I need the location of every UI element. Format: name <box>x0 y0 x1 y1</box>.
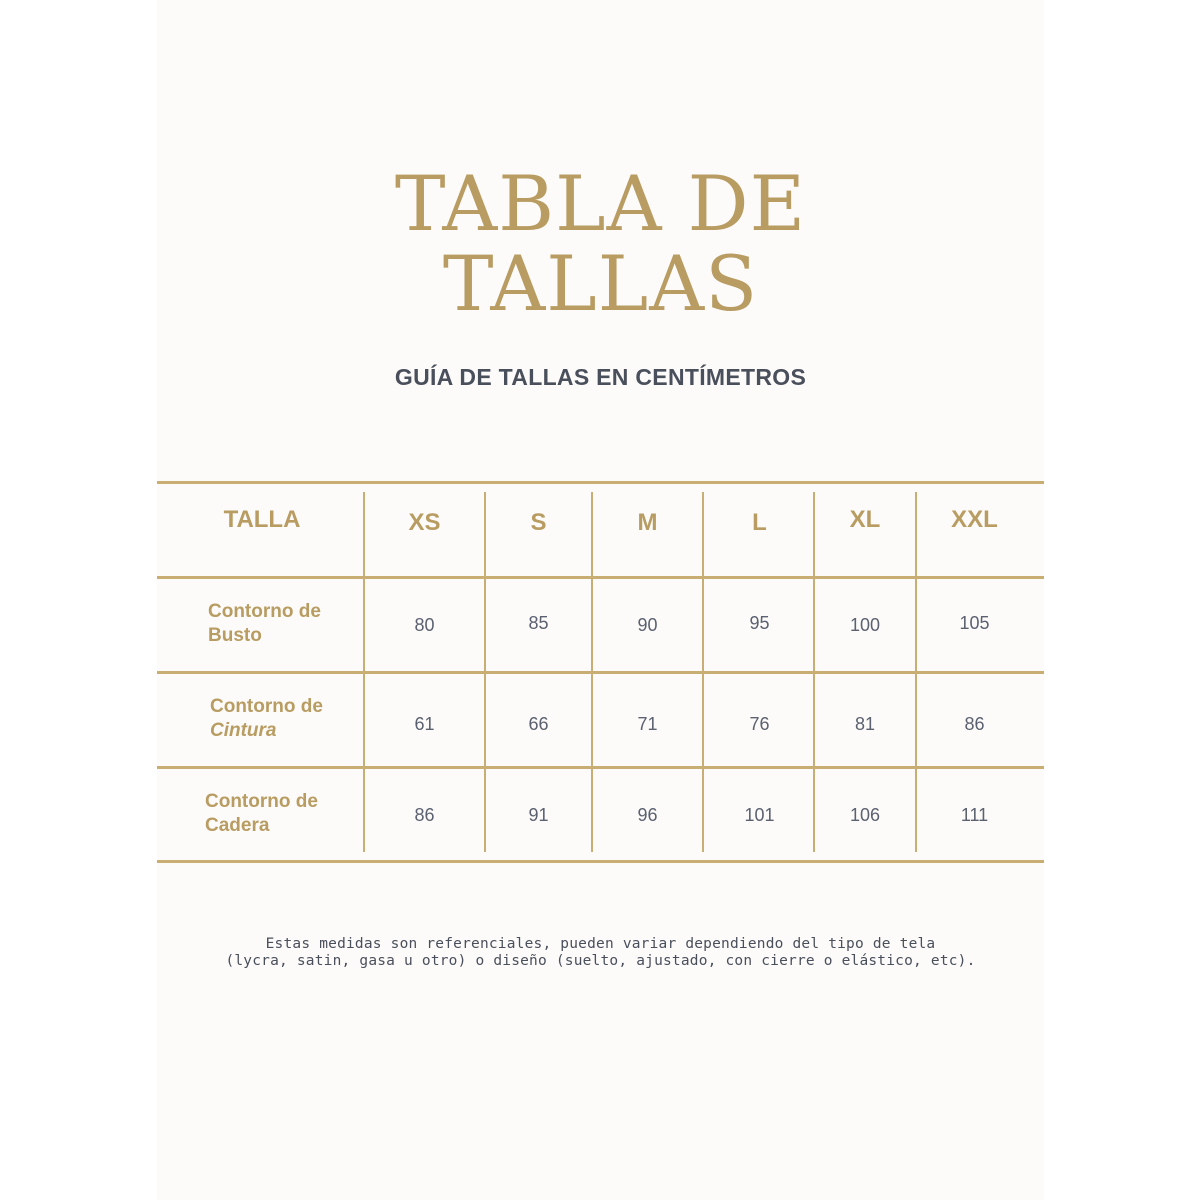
row-label-line-2: Busto <box>208 625 262 646</box>
table-col-divider <box>484 492 486 852</box>
header-xl: XL <box>849 506 881 533</box>
table-cell: 95 <box>749 613 770 633</box>
table-cell: 101 <box>744 805 775 825</box>
table-col-divider <box>702 492 704 852</box>
header-l: L <box>752 509 767 536</box>
table-rule-bottom <box>157 860 1044 863</box>
table-col-divider <box>813 492 815 852</box>
table-cell: 90 <box>637 615 658 635</box>
table-cell: 100 <box>849 615 881 635</box>
row-label-line-1: Contorno de <box>205 791 318 812</box>
table-cell: 71 <box>637 714 658 734</box>
table-cell: 96 <box>637 805 658 825</box>
table-rule-1 <box>157 576 1044 579</box>
header-xs: XS <box>408 509 441 536</box>
row-label-line-1: Contorno de <box>210 696 323 717</box>
table-col-divider <box>915 492 917 852</box>
footnote-line-2: (lycra, satin, gasa u otro) o diseño (suelto, ajustado, con cierre o elástico, etc). <box>225 953 976 969</box>
subtitle: GUÍA DE TALLAS EN CENTÍMETROS <box>394 364 807 390</box>
table-cell: 105 <box>959 613 990 633</box>
table-cell: 86 <box>964 714 985 734</box>
header-talla: TALLA <box>223 506 301 533</box>
row-label-cintura <box>210 695 323 743</box>
table-rule-top <box>157 481 1044 484</box>
table-cell: 80 <box>414 615 435 635</box>
footnote <box>157 936 1044 970</box>
row-label-line-2: Cintura <box>210 720 277 741</box>
title-line-1: TABLA DE <box>394 159 807 248</box>
header-xxl: XXL <box>951 506 998 533</box>
table-rule-3 <box>157 766 1044 769</box>
header-s: S <box>530 509 547 536</box>
table-cell: 91 <box>528 805 549 825</box>
table-col-divider <box>591 492 593 852</box>
size-chart-page <box>157 0 1044 1200</box>
title-line-2: TALLAS <box>442 239 759 328</box>
table-cell: 111 <box>960 805 989 825</box>
header-m: M <box>637 509 658 536</box>
table-cell: 76 <box>749 714 770 734</box>
table-rule-2 <box>157 671 1044 674</box>
table-cell: 85 <box>528 613 549 633</box>
row-label-cadera <box>205 790 318 838</box>
row-label-line-2: Cadera <box>205 815 270 836</box>
table-cell: 106 <box>849 805 881 825</box>
table-cell: 66 <box>528 714 549 734</box>
row-label-busto <box>208 600 321 648</box>
table-col-divider <box>363 492 365 852</box>
row-label-line-1: Contorno de <box>208 601 321 622</box>
table-cell: 86 <box>414 805 435 825</box>
footnote-line-1: Estas medidas son referenciales, pueden variar dependiendo del tipo de tela <box>265 936 936 952</box>
table-cell: 81 <box>854 714 876 734</box>
table-cell: 61 <box>414 714 435 734</box>
